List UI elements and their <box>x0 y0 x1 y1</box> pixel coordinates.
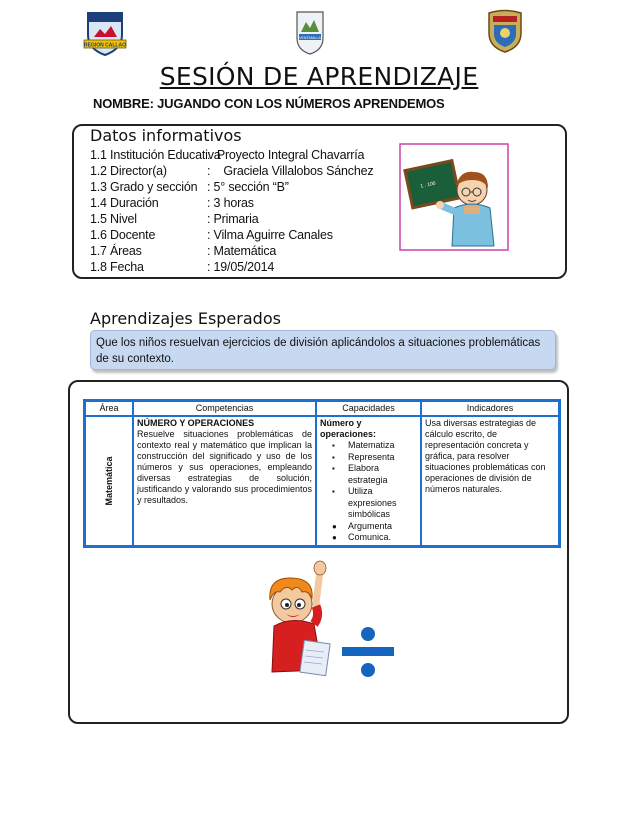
competencia-text: Resuelve situaciones problemáticas de contexto real y matemático que implican la construcción del significado y uso de los números y sus operaciones, empleando diversas estrategias de solución, justificando y valorando sus procedimientos y resultados. <box>137 429 312 505</box>
list-item <box>320 440 417 452</box>
info-label: 1.7 Áreas <box>90 244 142 258</box>
learning-objective-box: Que los niños resuelvan ejercicios de división aplicándolos a situaciones problemáticas de su contexto. <box>90 330 556 370</box>
table-header: Capacidades <box>316 401 421 416</box>
capacidad-text: Comunica. <box>348 532 392 542</box>
table-header: Área <box>85 401 133 416</box>
bullet: ▪ <box>332 464 335 473</box>
region-callao-logo <box>82 7 128 57</box>
info-value: : 3 horas <box>207 196 254 210</box>
capacidades-title: Número y operaciones: <box>320 418 377 439</box>
capacidades-cell <box>316 416 421 546</box>
capacidad-text: Matematiza <box>348 440 395 450</box>
bullet: ▪ <box>332 487 335 496</box>
svg-text:REGION CALLAO: REGION CALLAO <box>84 42 126 49</box>
info-label: 1.2 Director(a) <box>90 164 167 178</box>
capacidad-text: Utiliza expresiones simbólicas <box>348 486 397 519</box>
info-value: : Primaria <box>207 212 259 226</box>
ventanilla-logo <box>293 10 327 56</box>
capacidades-list <box>320 440 417 544</box>
info-row <box>90 148 364 162</box>
table-header: Competencias <box>133 401 316 416</box>
info-row <box>90 260 274 274</box>
info-row <box>90 244 276 258</box>
session-name: NOMBRE: JUGANDO CON LOS NÚMEROS APRENDEMOS <box>93 96 445 111</box>
boy-raising-hand-illustration <box>258 560 340 682</box>
info-label: 1.4 Duración <box>90 196 159 210</box>
svg-text:1 . 100: 1 . 100 <box>419 180 437 190</box>
institution-crest-logo <box>486 9 524 53</box>
info-label: 1.8 Fecha <box>90 260 144 274</box>
bullet: ▪ <box>332 452 335 462</box>
list-item <box>320 452 417 464</box>
info-row <box>90 180 289 194</box>
info-label: 1.3 Grado y sección <box>90 180 198 194</box>
bullet: ▪ <box>332 441 335 450</box>
competencias-table <box>83 399 561 548</box>
info-row <box>90 196 254 210</box>
competencias-cell <box>133 416 316 546</box>
competencia-title: NÚMERO Y OPERACIONES <box>137 418 255 428</box>
capacidad-text: Representa <box>348 451 395 462</box>
list-item <box>320 521 417 533</box>
capacidad-text: Argumenta <box>348 520 393 531</box>
division-symbol-icon <box>340 624 396 680</box>
indicadores-text: Usa diversas estrategias de cálculo escrito, de representación concreta y gráfica, para resolver situaciones problemáticas con operaciones de división de números naturales. <box>425 418 546 494</box>
capacidad-text: Elabora estrategia <box>348 463 388 485</box>
info-value: : Vilma Aguirre Canales <box>207 228 333 242</box>
svg-text:VENTANILLA: VENTANILLA <box>299 36 321 40</box>
info-label: 1.6 Docente <box>90 228 156 242</box>
info-value: : Graciela Villalobos Sánchez <box>207 164 374 178</box>
area-cell <box>85 416 133 546</box>
info-row <box>90 228 333 242</box>
page-title: SESIÓN DE APRENDIZAJE <box>159 62 479 91</box>
info-value: : 19/05/2014 <box>207 260 275 274</box>
table-row <box>85 416 559 546</box>
indicadores-cell <box>421 416 559 546</box>
table-header-row <box>85 401 559 416</box>
info-value: : Matemática <box>207 244 277 258</box>
bullet: ● <box>332 521 337 531</box>
info-value: : 5° sección “B” <box>207 180 289 194</box>
datos-heading: Datos informativos <box>90 126 242 145</box>
bullet: ● <box>332 533 337 542</box>
info-label: 1.1 Institución Educativa <box>90 148 221 162</box>
area-label: Matemática <box>104 456 114 506</box>
teacher-illustration <box>398 142 510 252</box>
info-value: : Proyecto Integral Chavarría <box>207 148 365 162</box>
info-label: 1.5 Nivel <box>90 212 137 226</box>
list-item <box>320 532 417 544</box>
aprendizajes-heading: Aprendizajes Esperados <box>90 309 281 328</box>
info-row <box>90 212 258 226</box>
list-item <box>320 486 417 521</box>
info-row <box>90 164 373 178</box>
table-header: Indicadores <box>421 401 559 416</box>
list-item <box>320 463 417 486</box>
